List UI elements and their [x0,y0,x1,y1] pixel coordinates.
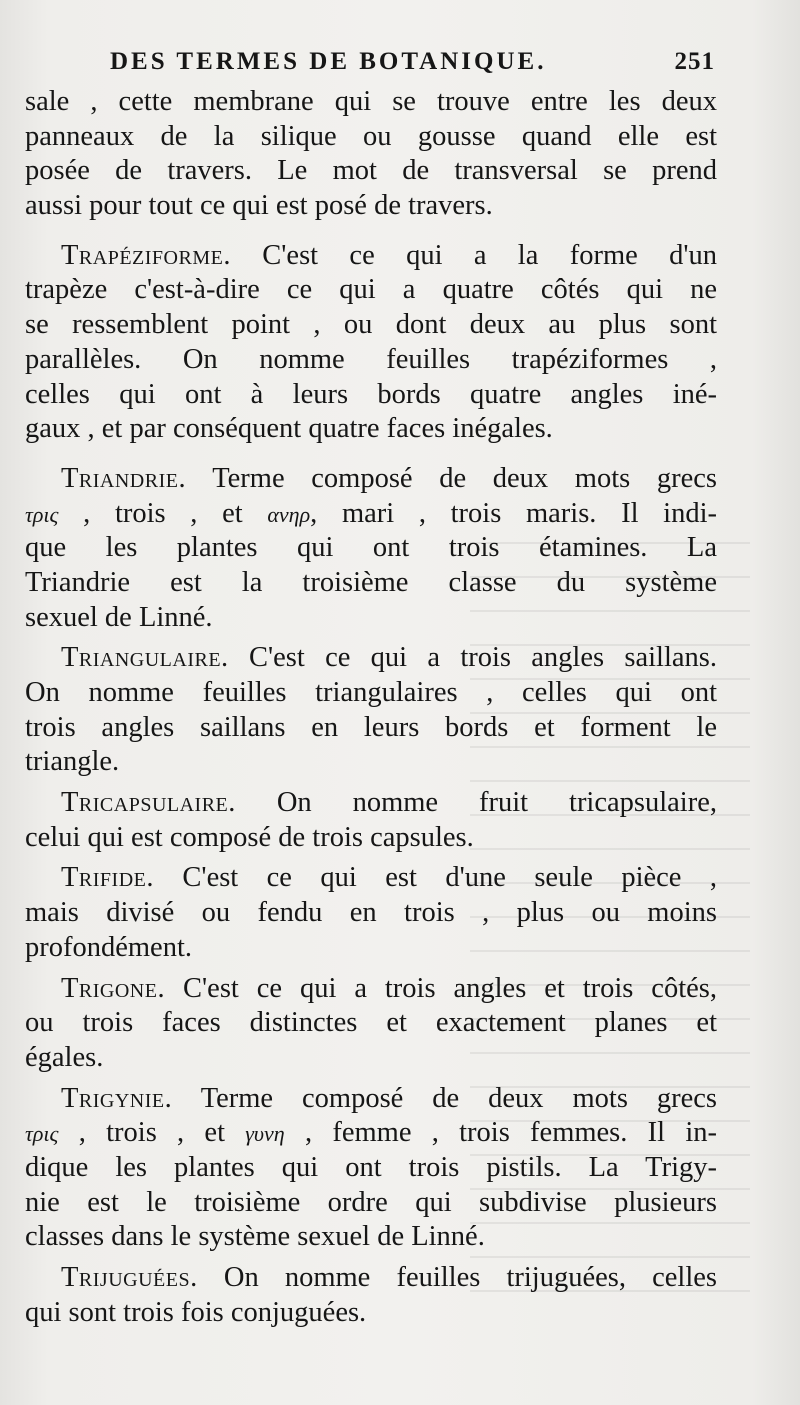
text-line: profondément. [25,931,192,963]
greek-word: τρις [25,501,59,527]
entry-text: Terme composé de deux mots grecs [172,1082,717,1114]
entry-text: On nomme feuilles trijuguées, celles [197,1262,717,1293]
text-line: celles qui ont à leurs bords quatre angles iné- [25,378,717,410]
entry-first-line [25,462,717,497]
running-head-title: DES TERMES DE BOTANIQUE. [110,48,547,75]
entry-term: Triandrie. [61,462,187,494]
entry-first-line [25,786,717,821]
text-line: sale , cette membrane qui se trouve entre les deux [25,86,717,117]
text-line: classes dans le système sexuel de Linné. [25,1221,485,1253]
text-line: se ressemblent point , ou dont deux au plus sont [25,309,717,341]
text-line: égales. [25,1041,104,1073]
entry-text: , mari , trois maris. Il indi- [310,497,717,529]
entry-first-line [25,1082,717,1117]
text-line: trois angles saillans en leurs bords et forment le [25,711,717,743]
text-line: sexuel de Linné. [25,601,213,633]
entry-term: Trifide. [61,862,154,894]
entry-first-line [25,239,717,274]
entry-text: , femme , trois femmes. Il in- [284,1117,717,1149]
text-line: mais divisé ou fendu en trois , plus ou moins [25,897,717,929]
entry-term: Triangulaire. [61,642,229,674]
entry-text: C'est ce qui a trois angles et trois côtés, [165,972,717,1004]
greek-word: τρις [25,1121,59,1147]
entry-term: Trigone. [61,972,166,1004]
text-line: qui sont trois fois conjuguées. [25,1296,367,1328]
text-line: dique les plantes qui ont trois pistils. La Trigy- [25,1151,717,1183]
text-line [25,497,717,532]
page-number: 251 [674,48,715,75]
entry-text: C'est ce qui a trois angles saillans. [228,642,717,674]
entry-text: , trois , et [58,497,268,529]
entry-text: C'est ce qui est d'une seule pièce , [153,862,717,894]
entry-first-line [25,1261,717,1296]
text-line: aussi pour tout ce qui est posé de travers. [25,190,493,222]
entry-text: On nomme fruit tricapsulaire, [235,787,717,819]
greek-word: γυνη [245,1121,285,1147]
text-line: panneaux de la silique ou gousse quand elle est [25,120,717,152]
text-line: nie est le troisième ordre qui subdivise plusieurs [25,1186,717,1218]
greek-word: ανηρ [267,501,311,527]
text-line: ou trois faces distinctes et exactement planes et [25,1007,717,1039]
entry-text: C'est ce qui a la forme d'un [230,239,717,271]
entry-text: , trois , et [58,1117,246,1149]
entry-term: Tricapsulaire. [61,787,236,819]
body-text [25,85,717,1330]
entry-first-line [25,972,717,1007]
text-line: trapèze c'est-à-dire ce qui a quatre côtés qui ne [25,274,717,306]
entry-term: Trapéziforme. [61,239,231,271]
entry-first-line [25,861,717,896]
text-line: parallèles. On nomme feuilles trapéziformes , [25,343,717,375]
entry-term: Trigynie. [61,1082,173,1114]
text-line: Triandrie est la troisième classe du système [25,566,717,598]
entry-text: Terme composé de deux mots grecs [186,462,717,494]
text-line: celui qui est composé de trois capsules. [25,821,474,853]
text-line: que les plantes qui ont trois étamines. La [25,532,717,564]
text-line: triangle. [25,746,120,778]
entry-first-line [25,641,717,676]
text-line: posée de travers. Le mot de transversal se prend [25,155,717,187]
text-line: On nomme feuilles triangulaires , celles qui ont [25,677,717,708]
text-line: gaux , et par conséquent quatre faces inégales. [25,413,553,445]
running-head [110,42,715,82]
entry-term: Trijuguées. [61,1262,198,1293]
text-line [25,1116,717,1151]
